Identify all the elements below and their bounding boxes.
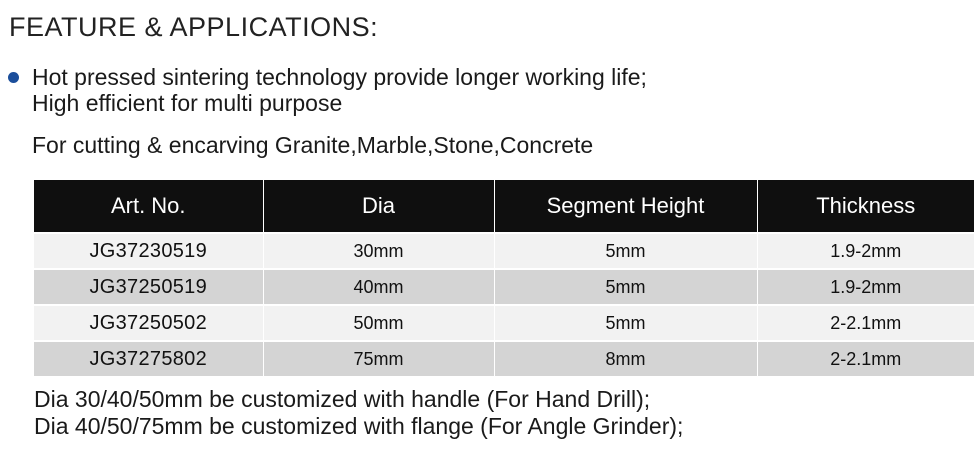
- cell-art-no: JG37230519: [34, 233, 263, 269]
- cell-segment-height: 5mm: [494, 269, 757, 305]
- header-segment-height: Segment Height: [494, 180, 757, 233]
- feature-line-1: Hot pressed sintering technology provide longer working life;: [32, 64, 647, 90]
- table-row: [34, 269, 974, 305]
- cell-dia: 50mm: [263, 305, 494, 341]
- cell-dia: 40mm: [263, 269, 494, 305]
- bullet-dot-icon: [8, 72, 19, 83]
- cell-segment-height: 5mm: [494, 305, 757, 341]
- cell-segment-height: 5mm: [494, 233, 757, 269]
- cell-art-no: JG37250502: [34, 305, 263, 341]
- cell-dia: 30mm: [263, 233, 494, 269]
- table-row: [34, 305, 974, 341]
- customization-notes: [34, 386, 683, 440]
- feature-line-2: High efficient for multi purpose: [32, 90, 343, 116]
- cell-thickness: 2-2.1mm: [757, 305, 974, 341]
- cell-thickness: 1.9-2mm: [757, 269, 974, 305]
- header-thickness: Thickness: [757, 180, 974, 233]
- feature-line-3: For cutting & encarving Granite,Marble,Stone,Concrete: [32, 132, 594, 158]
- feature-list: [8, 64, 647, 116]
- header-dia: Dia: [263, 180, 494, 233]
- cell-thickness: 2-2.1mm: [757, 341, 974, 377]
- cell-art-no: JG37275802: [34, 341, 263, 377]
- cell-art-no: JG37250519: [34, 269, 263, 305]
- cell-thickness: 1.9-2mm: [757, 233, 974, 269]
- spec-table: [34, 180, 974, 378]
- cell-segment-height: 8mm: [494, 341, 757, 377]
- header-art-no: Art. No.: [34, 180, 263, 233]
- note-line-1: Dia 30/40/50mm be customized with handle (For Hand Drill);: [34, 386, 651, 412]
- table-row: [34, 341, 974, 377]
- cell-dia: 75mm: [263, 341, 494, 377]
- page-title: FEATURE & APPLICATIONS:: [9, 12, 379, 42]
- note-line-2: Dia 40/50/75mm be customized with flange (For Angle Grinder);: [34, 413, 684, 439]
- feature-item: [8, 64, 647, 90]
- table-row: [34, 233, 974, 269]
- table-header-row: [34, 180, 974, 233]
